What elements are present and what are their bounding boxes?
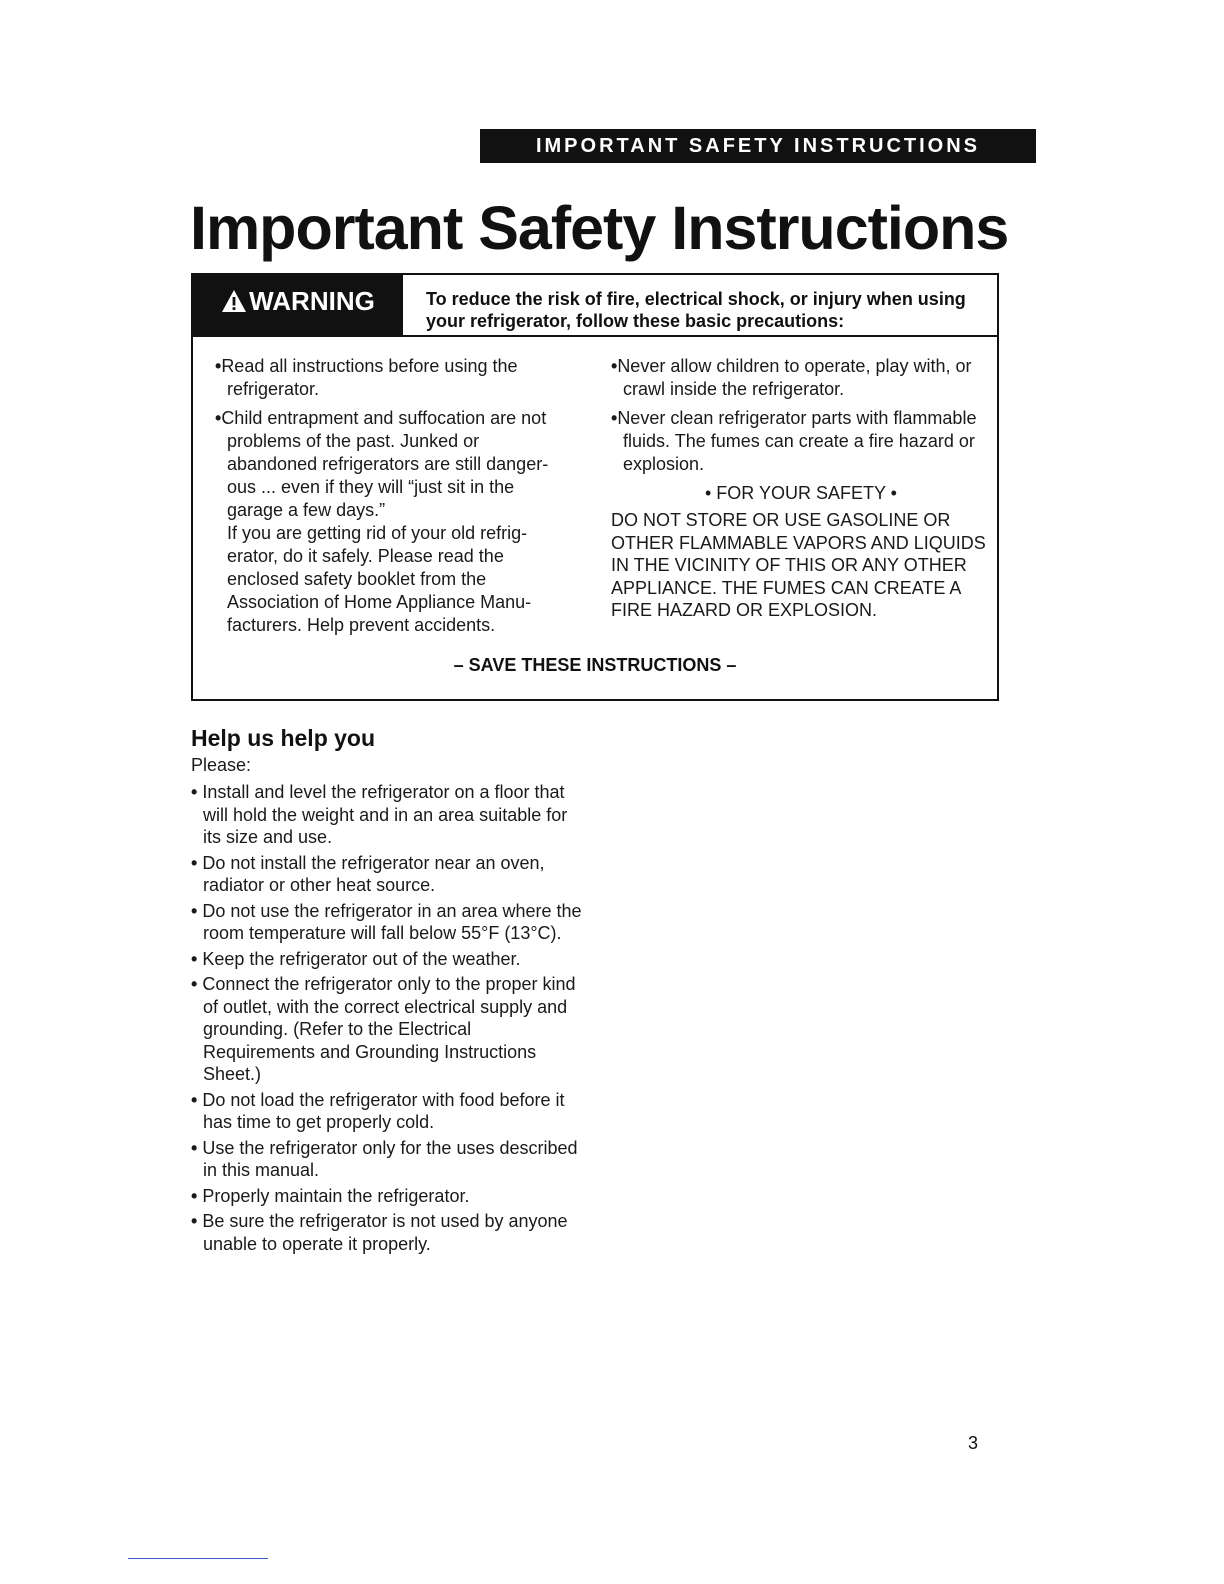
help-list-item: • Do not load the refrigerator with food before it has time to get properly cold. (191, 1089, 565, 1132)
page-title: Important Safety Instructions (190, 194, 1009, 262)
help-intro: Please: (191, 755, 252, 775)
warning-list-item: •Read all instructions before using the refrigerator. (215, 356, 518, 399)
warning-left-column (215, 355, 565, 637)
help-list-item: • Properly maintain the refrigerator. (191, 1185, 470, 1206)
help-list (191, 781, 586, 1258)
warning-label-text: WARNING (249, 286, 375, 316)
help-list-item: • Keep the refrigerator out of the weather. (191, 948, 521, 969)
warning-triangle-icon (221, 289, 247, 313)
help-list-item: • Do not install the refrigerator near an oven, radiator or other heat source. (191, 852, 545, 895)
help-section-title: Help us help you (191, 725, 376, 751)
warning-label (193, 275, 403, 335)
footer-rule (128, 1558, 268, 1559)
help-list-item: • Be sure the refrigerator is not used by anyone unable to operate it properly. (191, 1211, 568, 1254)
warning-list-item: •Never allow children to operate, play with, or crawl inside the refrigerator. (611, 356, 972, 399)
help-list-item: • Install and level the refrigerator on a floor that will hold the weight and in an area suitable for its size and use. (191, 782, 568, 847)
warning-header (193, 275, 997, 337)
page-number: 3 (968, 1433, 979, 1453)
save-instructions-line: – SAVE THESE INSTRUCTIONS – (453, 655, 737, 675)
section-tab: IMPORTANT SAFETY INSTRUCTIONS (480, 129, 1036, 163)
help-list-item: • Use the refrigerator only for the uses described in this manual. (191, 1137, 578, 1180)
caps-warning-text: DO NOT STORE OR USE GASOLINE OR OTHER FLAMMABLE VAPORS AND LIQUIDS IN THE VICINITY OF THIS OR ANY OTHER APPLIANCE. THE FUMES CAN CREATE A FIRE HAZARD OR EXPLOSION. (611, 510, 986, 620)
warning-list-item: •Child entrapment and suffocation are not problems of the past. Junked or abandoned refrigerators are still danger-ous ... even if they will “just sit in the garage a few days.” (215, 408, 549, 520)
warning-right-column (611, 355, 991, 622)
warning-box (191, 273, 999, 701)
warning-followup-text: If you are getting rid of your old refrig-erator, do it safely. Please read the enclosed safety booklet from the Association of Home Appliance Manu-facturers. Help prevent accidents. (227, 523, 532, 635)
warning-list-item: •Never clean refrigerator parts with flammable fluids. The fumes can create a fire hazard or explosion. (611, 408, 977, 474)
help-list-item: • Connect the refrigerator only to the proper kind of outlet, with the correct electrical supply and grounding. (Refer to the Electrical Requirements and Grounding Instructions Sheet.) (191, 974, 576, 1084)
safety-heading: • FOR YOUR SAFETY • (705, 483, 897, 503)
warning-intro: To reduce the risk of fire, electrical shock, or injury when using your refrigerator, follow these basic precautions: (426, 289, 966, 331)
help-list-item: • Do not use the refrigerator in an area where the room temperature will fall below 55°F (13°C). (191, 900, 582, 943)
